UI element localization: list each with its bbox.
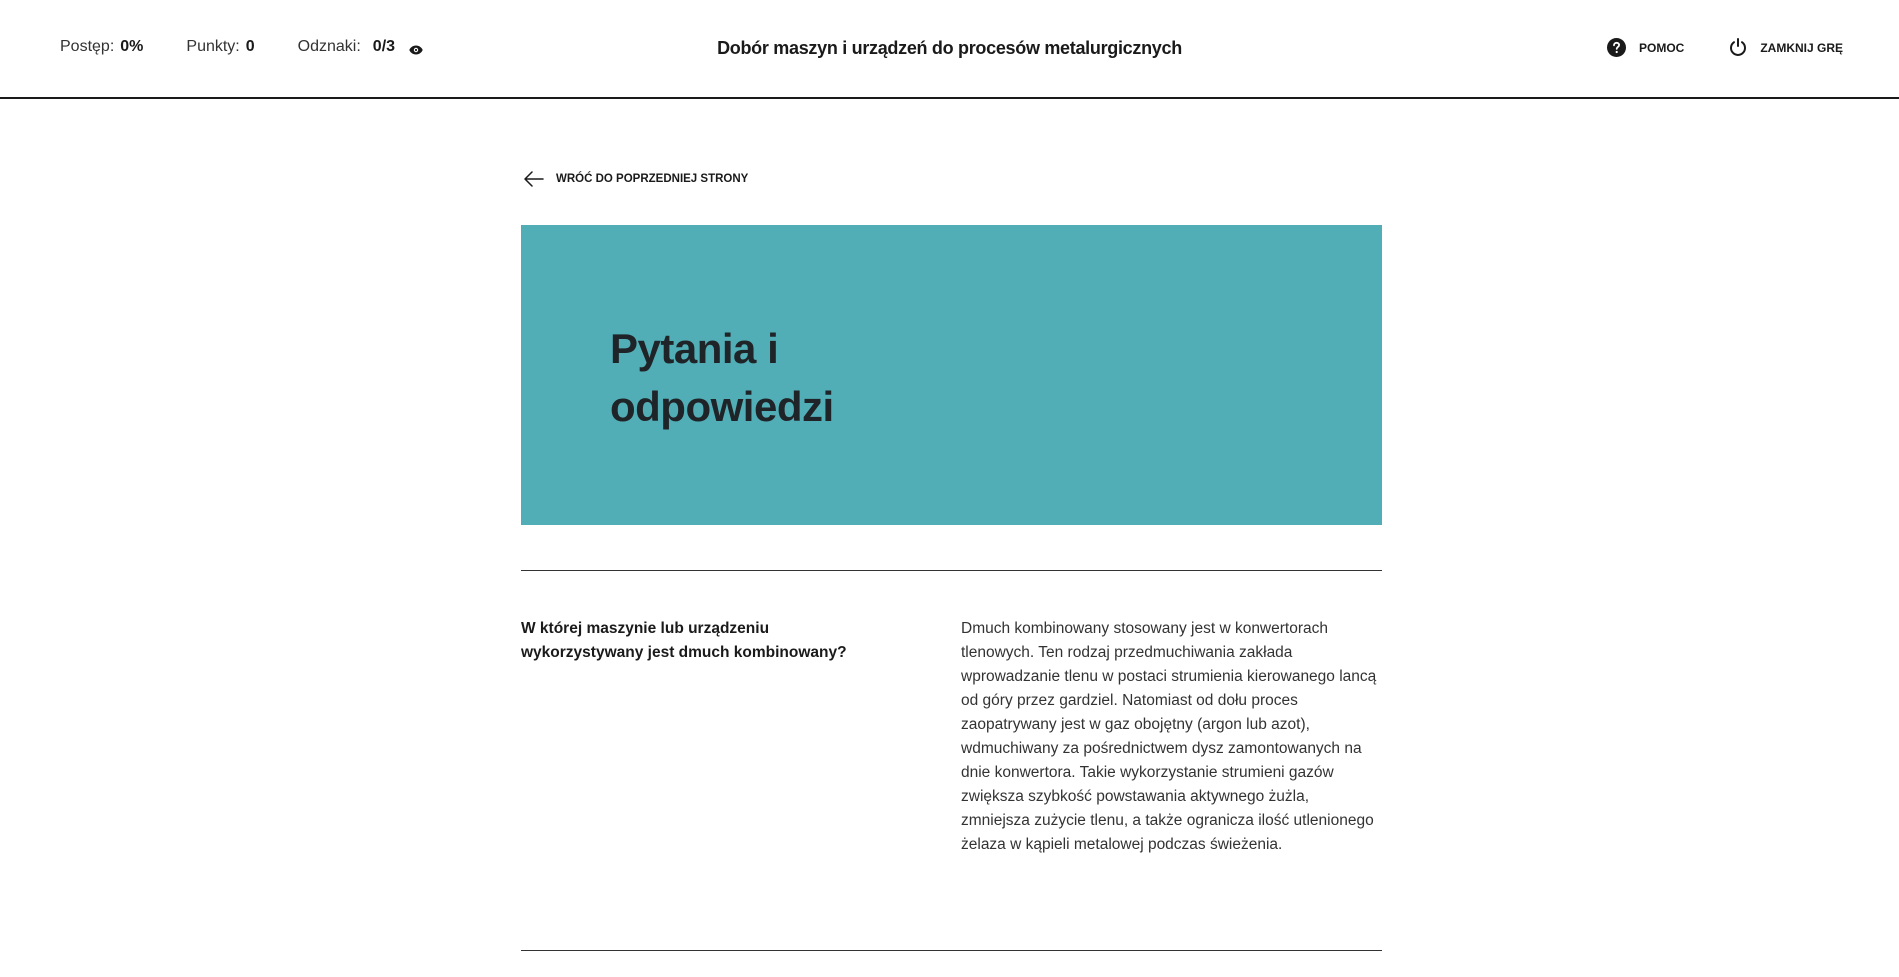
- back-link[interactable]: [524, 171, 748, 187]
- answer-text: Dmuch kombinowany stosowany jest w konwertorach tlenowych. Ten rodzaj przedmuchiwania zakłada wprowadzanie tlenu w postaci strumienia kierowanego lancą od góry przez gardziel. Natomiast od dołu proces zaopatrywany jest w gaz obojętny (argon lub azot), wdmuchiwany za pośrednictwem dysz zamontowanych na dnie konwertora. Takie wykorzystanie strumieni gazów zwiększa szybkość powstawania aktywnego żużla, zmniejsza zużycie tlenu, a także ogranicza ilość utlenionego żelaza w kąpieli metalowej podczas świeżenia.: [961, 620, 1377, 853]
- header-actions: [1607, 38, 1843, 57]
- page-title-line-1: Pytania i: [610, 325, 779, 372]
- page-title-line-2: odpowiedzi: [610, 383, 834, 430]
- hero-banner: [521, 225, 1382, 525]
- progress-label: Postęp:: [60, 38, 115, 55]
- question-circle-icon: [1607, 38, 1626, 57]
- close-game-label: ZAMKNIJ GRĘ: [1760, 40, 1843, 55]
- help-label: POMOC: [1638, 40, 1685, 55]
- question-text: W której maszynie lub urządzeniu wykorzystywany jest dmuch kombinowany?: [521, 620, 847, 661]
- help-button[interactable]: [1607, 38, 1684, 57]
- points-stat: [186, 38, 254, 56]
- arrow-left-icon: [524, 171, 544, 187]
- power-icon: [1729, 38, 1747, 57]
- divider: [521, 570, 1382, 571]
- badges-value: 0/3: [372, 38, 396, 55]
- badges-label: Odznaki:: [297, 38, 361, 55]
- divider: [521, 950, 1382, 951]
- game-stats: [60, 38, 423, 56]
- points-value: 0: [245, 38, 255, 55]
- progress-value: 0%: [120, 38, 144, 55]
- back-link-label: WRÓĆ DO POPRZEDNIEJ STRONY: [556, 173, 749, 185]
- badges-stat: [298, 38, 423, 56]
- game-title: Dobór maszyn i urządzeń do procesów metalurgicznych: [717, 38, 1182, 58]
- points-label: Punkty:: [186, 38, 240, 55]
- progress-stat: [60, 38, 143, 56]
- page-title: [610, 320, 910, 436]
- eye-icon[interactable]: [409, 42, 423, 52]
- top-bar: [0, 0, 1899, 99]
- close-game-button[interactable]: [1729, 38, 1843, 57]
